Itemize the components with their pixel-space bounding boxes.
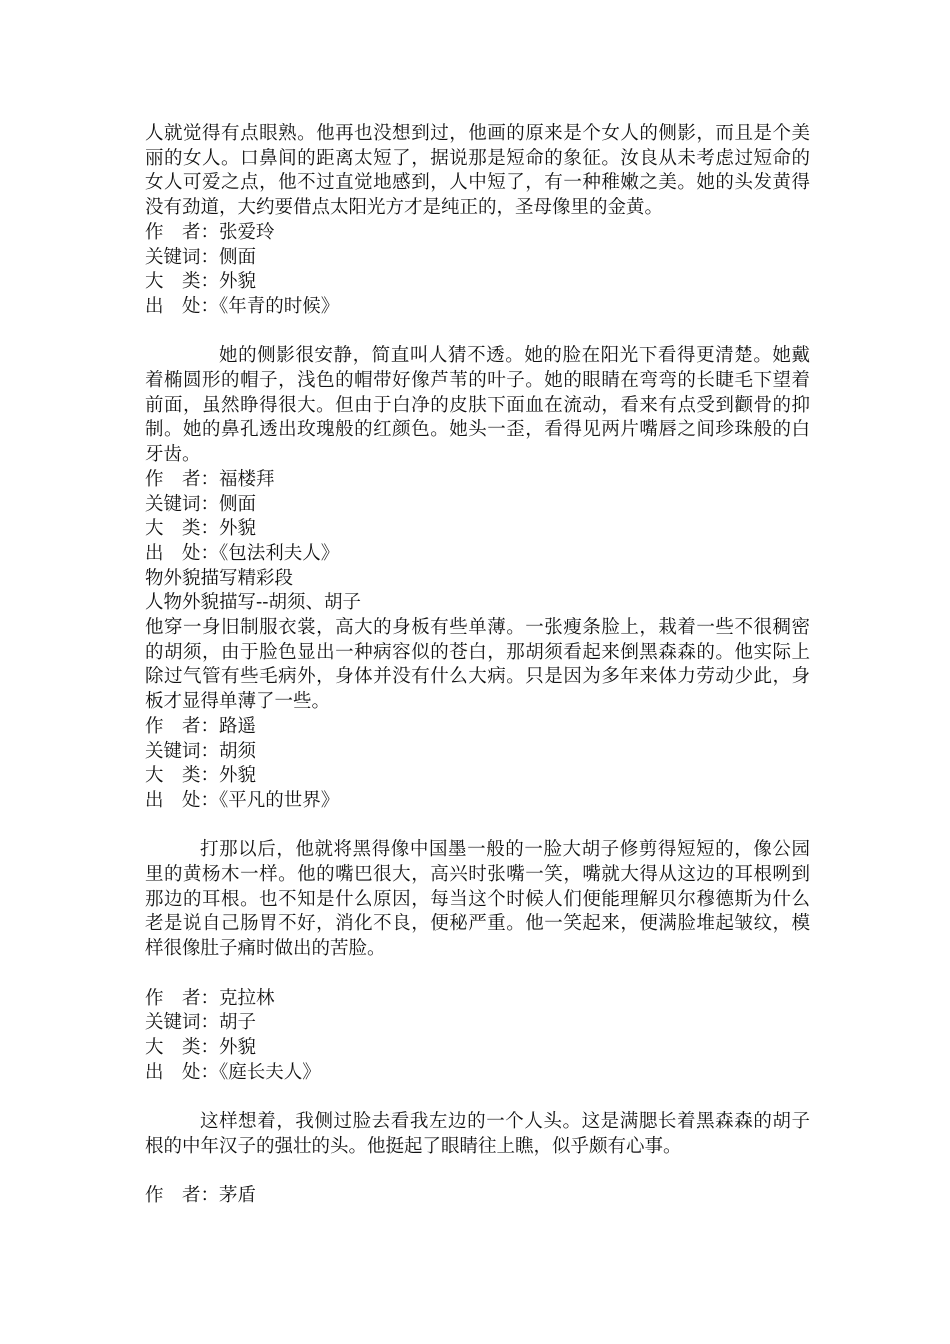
author-line: 作 者：克拉林	[145, 987, 275, 1009]
category-line: 大 类：外貌	[145, 271, 257, 293]
keyword-line: 关键词：胡须	[145, 740, 257, 762]
source-line: 出 处：《包法利夫人》	[145, 542, 340, 564]
category-line: 大 类：外貌	[145, 518, 257, 540]
section-heading: 物外貌描写精彩段	[145, 567, 294, 589]
source-line: 出 处：《庭长夫人》	[145, 1061, 321, 1083]
author-line: 作 者：路遥	[145, 715, 257, 737]
keyword-line: 关键词：胡子	[145, 1012, 257, 1034]
paragraph-gap	[145, 962, 810, 987]
author-line: 作 者：张爱玲	[145, 221, 275, 243]
excerpt-paragraph: 打那以后，他就将黑得像中国墨一般的一脸大胡子修剪得短短的，像公园里的黄杨木一样。他的嘴巴很大，高兴时张嘴一笑，嘴就大得从这边的耳根咧到那边的耳根。也不知是什么原因，每当这个时候人们便能理解贝尔穆德斯为什么老是说自己肠胃不好，消化不良，便秘严重。他一笑起来，便满脸堆起皱纹，模样很像肚子痛时做出的苦脸。	[145, 839, 810, 960]
source-line: 出 处：《年青的时候》	[145, 295, 340, 317]
excerpt-paragraph: 他穿一身旧制服衣裳，高大的身板有些单薄。一张瘦条脸上，栽着一些不很稠密的胡须，由于脸色显出一种病容似的苍白，那胡须看起来倒黑森森的。他实际上除过气管有些毛病外，身体并没有什么大病。只是因为多年来体力劳动少此，身板才显得单薄了一些。	[145, 617, 810, 713]
author-line: 作 者：福楼拜	[145, 468, 275, 490]
paragraph-gap	[145, 1085, 810, 1110]
keyword-line: 关键词：侧面	[145, 493, 257, 515]
author-line: 作 者：茅盾	[145, 1185, 257, 1207]
document-body	[145, 122, 810, 1209]
paragraph-gap	[145, 1159, 810, 1184]
keyword-line: 关键词：侧面	[145, 246, 257, 268]
subsection-heading: 人物外貌描写--胡须、胡子	[145, 592, 362, 614]
excerpt-paragraph: 人就觉得有点眼熟。他再也没想到过，他画的原来是个女人的侧影，而且是个美丽的女人。口鼻间的距离太短了，据说那是短命的象征。汝良从未考虑过短命的女人可爱之点，他不过直觉地感到，人中短了，有一种稚嫩之美。她的头发黄得没有劲道，大约要借点太阳光方才是纯正的，圣母像里的金黄。	[145, 123, 810, 219]
excerpt-paragraph: 这样想着，我侧过脸去看我左边的一个人头。这是满腮长着黑森森的胡子根的中年汉子的强壮的头。他挺起了眼睛往上瞧，似乎颇有心事。	[145, 1111, 810, 1157]
paragraph-gap	[145, 320, 810, 345]
paragraph-gap	[145, 814, 810, 839]
category-line: 大 类：外貌	[145, 765, 257, 787]
source-line: 出 处：《平凡的世界》	[145, 789, 340, 811]
excerpt-paragraph: 她的侧影很安静，简直叫人猜不透。她的脸在阳光下看得更清楚。她戴着椭圆形的帽子，浅色的帽带好像芦苇的叶子。她的眼睛在弯弯的长睫毛下望着前面，虽然睁得很大。但由于白净的皮肤下面血在流动，看来有点受到颧骨的抑制。她的鼻孔透出玫瑰般的红颜色。她头一歪，看得见两片嘴唇之间珍珠般的白牙齿。	[145, 345, 810, 466]
category-line: 大 类：外貌	[145, 1036, 257, 1058]
